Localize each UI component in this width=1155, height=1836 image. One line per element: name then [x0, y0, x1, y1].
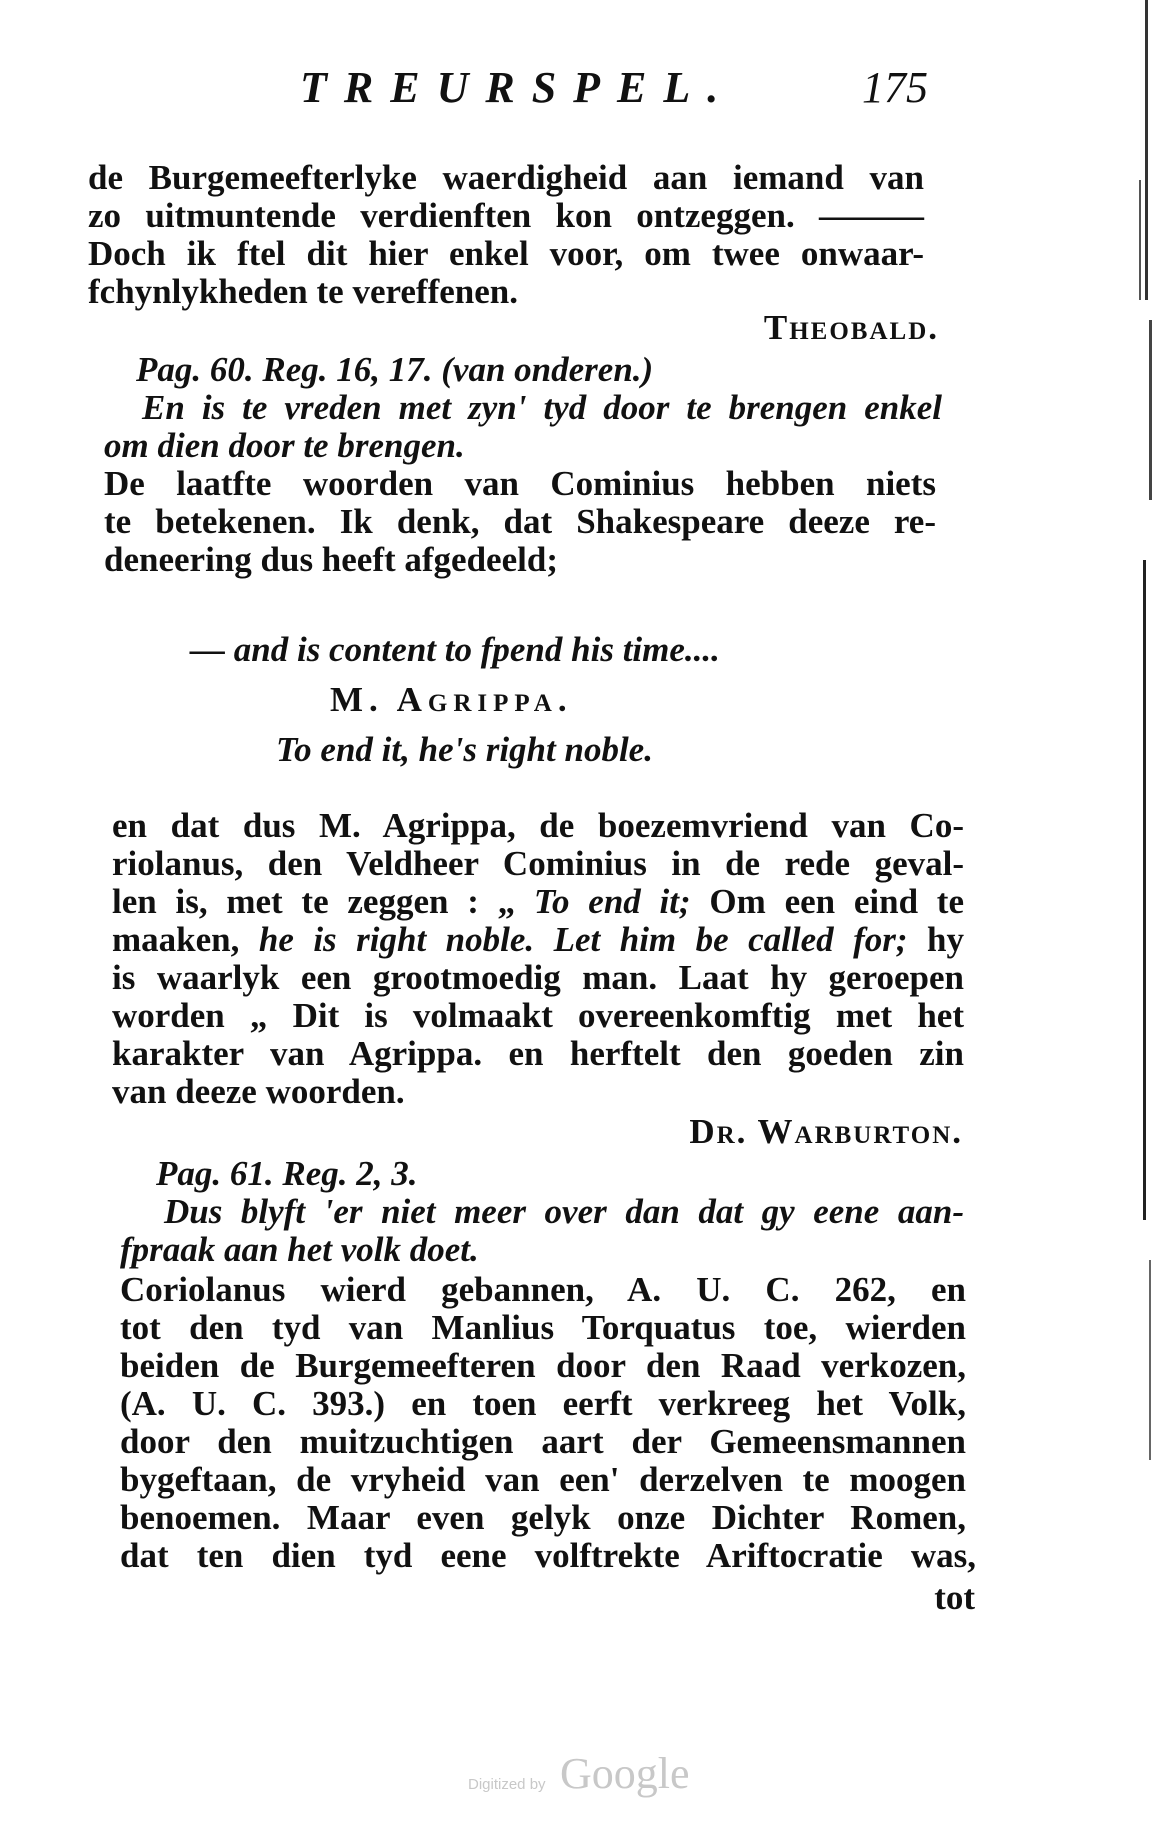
catchword: tot	[934, 1578, 975, 1617]
text-line: zo uitmuntende verdienften kon ontzeggen. ———	[88, 196, 924, 235]
text-line: te betekenen. Ik denk, dat Shakespeare deeze re-	[104, 502, 936, 541]
text-line: bygeftaan, de vryheid van een' derzelven te moogen	[120, 1460, 966, 1499]
digitized-by-google-watermark	[468, 1748, 698, 1808]
scan-edge-marks	[1127, 0, 1155, 1836]
speaker-name: M. Agrippa.	[330, 680, 573, 719]
english-quote-line: — and is content to fpend his time....	[190, 630, 720, 669]
italic-run: To end it;	[533, 882, 691, 921]
text-line: deneering dus heeft afgedeeld;	[104, 540, 558, 579]
text-line: door den muitzuchtigen aart der Gemeensmannen	[120, 1422, 966, 1461]
text-line: en dat dus M. Agrippa, de boezemvriend van Co-	[112, 806, 964, 845]
text-run: hy	[907, 920, 965, 959]
signature-theobald: Theobald.	[763, 308, 939, 347]
reference-line: Pag. 60. Reg. 16, 17. (van onderen.)	[136, 350, 654, 389]
quote-line: om dien door te brengen.	[104, 426, 465, 465]
text-run: len is, met te zeggen : „	[112, 882, 534, 921]
page-number: 175	[862, 63, 928, 112]
text-line: dat ten dien tyd eene volftrekte Ariftocratie was,	[120, 1536, 976, 1575]
text-line: fchynlykheden te vereffenen.	[88, 272, 518, 311]
quote-line: En is te vreden met zyn' tyd door te brengen enkel	[142, 388, 942, 427]
reference-line: Pag. 61. Reg. 2, 3.	[156, 1154, 418, 1193]
text-line: Coriolanus wierd gebannen, A. U. C. 262, en	[120, 1270, 966, 1309]
text-line: De laatfte woorden van Cominius hebben niets	[104, 464, 936, 503]
italic-run: he is right noble. Let him be called for;	[258, 920, 908, 959]
text-line: worden „ Dit is volmaakt overeenkomftig met het	[112, 996, 964, 1035]
text-line: karakter van Agrippa. en herftelt den goeden zin	[112, 1034, 964, 1073]
text-line: (A. U. C. 393.) en toen eerft verkreeg het Volk,	[120, 1384, 966, 1423]
text-line: van deeze woorden.	[112, 1072, 405, 1111]
google-logo-text: Google	[560, 1749, 690, 1798]
text-line: Doch ik ftel dit hier enkel voor, om twee onwaar-	[88, 234, 924, 273]
page-header	[300, 62, 940, 122]
quote-line: fpraak aan het volk doet.	[120, 1230, 479, 1269]
text-line: de Burgemeefterlyke waerdigheid aan iemand van	[88, 158, 924, 197]
text-line: tot den tyd van Manlius Torquatus toe, wierden	[120, 1308, 966, 1347]
watermark-small-text: Digitized by	[468, 1776, 546, 1793]
quote-line: Dus blyft 'er niet meer over dan dat gy eene aan-	[164, 1192, 964, 1231]
signature-warburton: Dr. Warburton.	[689, 1112, 963, 1151]
text-run: Om een eind te	[690, 882, 964, 921]
english-quote-line: To end it, he's right noble.	[276, 730, 653, 769]
text-line: riolanus, den Veldheer Cominius in de rede geval-	[112, 844, 964, 883]
text-line	[112, 920, 964, 960]
text-line: beiden de Burgemeefteren door den Raad verkozen,	[120, 1346, 966, 1385]
text-run: maaken,	[112, 920, 259, 959]
text-line	[112, 882, 964, 922]
running-title: TREURSPEL.	[300, 63, 736, 112]
text-line: benoemen. Maar even gelyk onze Dichter Romen,	[120, 1498, 966, 1537]
text-line: is waarlyk een grootmoedig man. Laat hy geroepen	[112, 958, 964, 997]
